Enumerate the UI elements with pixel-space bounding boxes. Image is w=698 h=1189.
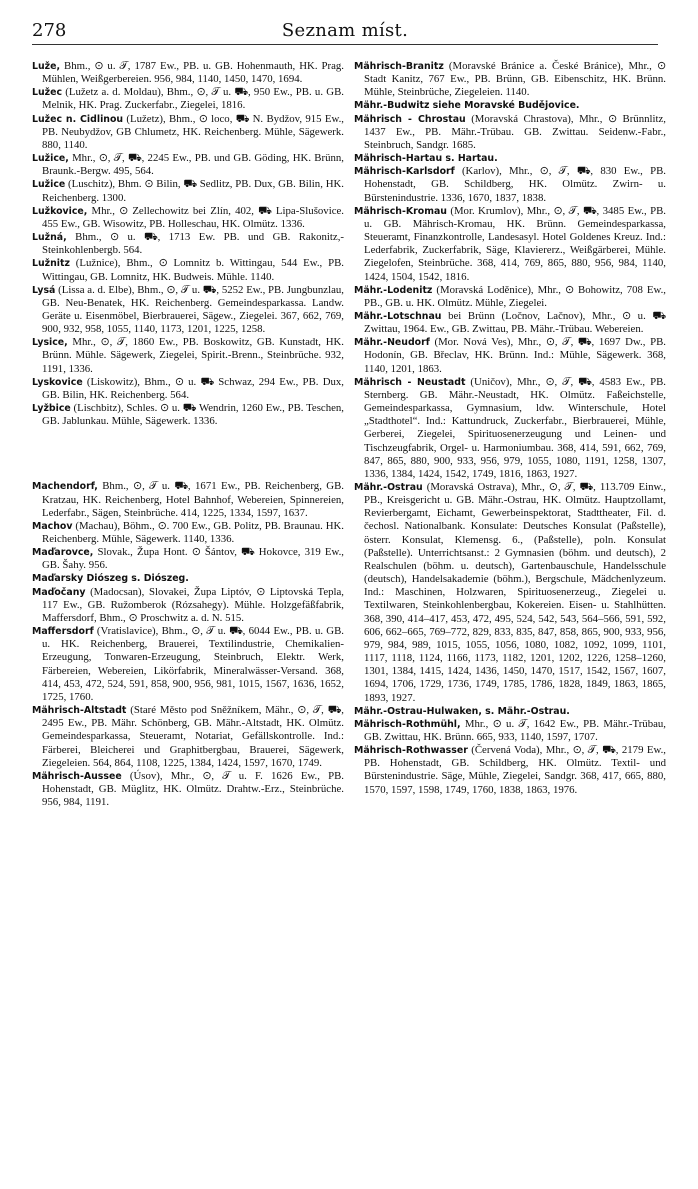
gazetteer-entry bbox=[32, 336, 344, 375]
place-name: Mährisch-Hartau s. Hartau. bbox=[354, 153, 498, 165]
place-name: Lužice bbox=[32, 179, 66, 191]
place-name: Mährisch-Rothwasser bbox=[354, 745, 468, 757]
gazetteer-entry bbox=[32, 704, 344, 770]
place-name: Mährisch-Aussee bbox=[32, 770, 122, 782]
place-name: Mähr.-Neudorf bbox=[354, 337, 430, 349]
gazetteer-entry bbox=[32, 231, 344, 257]
place-details: Bhm., ⊙ u. 𝒯, 1787 Ew., PB. u. GB. Hohenmauth, HK. Prag. Mühlen, Weißgerbereien. 956, 984, 1140, 1450, 1470, 1694. bbox=[42, 60, 344, 86]
gazetteer-entry bbox=[32, 770, 344, 809]
gazetteer-entry bbox=[32, 402, 344, 428]
place-name: Mährisch-Altstadt bbox=[32, 705, 127, 717]
gazetteer-entry bbox=[354, 310, 666, 336]
place-details: Mhr., ⊙ u. 𝒯, 1642 Ew., PB. Mähr.-Trübau, GB. Zwittau, HK. Brünn. 665, 933, 1140, 1597, 1707. bbox=[364, 717, 666, 743]
place-details: Mhr., ⊙ Zellechowitz bei Zlín, 402, ⛟ Lipa-Slušovice. 455 Ew., GB. Wisowitz, PB. Holleschau, HK. Olmütz. 1336. bbox=[42, 204, 344, 230]
page-number: 278 bbox=[32, 20, 67, 41]
gazetteer-entry bbox=[354, 284, 666, 310]
place-details: (Moravská Loděnice), Mhr., ⊙ Bohowitz, 708 Ew., PB., GB. u. HK. Olmütz. Mühle, Ziegelei. bbox=[364, 283, 666, 309]
right-column bbox=[354, 60, 666, 797]
gazetteer-entry bbox=[32, 625, 344, 704]
gazetteer-entry bbox=[32, 480, 344, 519]
gazetteer-entry bbox=[32, 572, 344, 585]
place-name: Lužec n. Cidlinou bbox=[32, 113, 124, 125]
place-name: Mähr.-Budwitz siehe Moravské Budějovice. bbox=[354, 100, 580, 112]
place-name: Machov bbox=[32, 520, 73, 532]
gazetteer-entry bbox=[354, 99, 666, 112]
gazetteer-entry bbox=[32, 205, 344, 231]
place-details: (Lužnice), Bhm., ⊙ Lomnitz b. Wittingau, 544 Ew., PB. Wittingau, GB. Lomnitz, HK. Budweis. Mühle. 1140. bbox=[42, 257, 344, 283]
left-column bbox=[32, 60, 344, 809]
gazetteer-entry bbox=[354, 152, 666, 165]
place-details: (Vratislavice), Bhm., ⊙, 𝒯 u. ⛟, 6044 Ew., PB. u. GB. u. HK. Reichenberg, Brauerei, Textilindustrie, Chemikalien-Erzeugung, Tonwaren-Erzeugung, Steinbruch, Elektr. Werk, Färbereien, Webereien, Likörfabrik, Mineralwässer-Versand. 368, 414, 453, 472, 524, 591, 858, 900, 956, 981, 1015, 1567, 1636, 1652, 1725, 1760. bbox=[42, 625, 344, 703]
gazetteer-entry bbox=[32, 586, 344, 625]
place-name: Mährisch-Kromau bbox=[354, 205, 447, 217]
place-details: (Červená Voda), Mhr., ⊙, 𝒯, ⛟, 2179 Ew., PB. Hohenstadt, GB. Schildberg, HK. Olmütz. Textil- und Bürstenindustrie. Säge, Mühle, Ziegelei, Sandgr. 368, 417, 665, 880, 1570, 1597, 1598, 1749, 1760, 1838, 1863, 1976. bbox=[364, 744, 666, 796]
place-name: Mährisch - Chrostau bbox=[354, 113, 466, 125]
place-name: Maďočany bbox=[32, 586, 86, 598]
section-gap bbox=[32, 428, 344, 480]
place-details: (Machau), Böhm., ⊙. 700 Ew., GB. Politz, PB. Braunau. HK. Reichenberg. Mühle, Sägewerk. 1140, 1336. bbox=[42, 519, 344, 545]
place-details: (Lužetz), Bhm., ⊙ loco, ⛟ N. Bydžov, 915 Ew., PB. Neubydžov, GB Chlumetz, HK. Reichenberg. Mühle, Sägewerk. 880, 1140. bbox=[42, 112, 344, 151]
gazetteer-entry bbox=[354, 113, 666, 152]
gazetteer-entry bbox=[32, 113, 344, 152]
gazetteer-entry bbox=[32, 520, 344, 546]
gazetteer-entry bbox=[354, 481, 666, 705]
gazetteer-entry bbox=[32, 178, 344, 204]
gazetteer-entry bbox=[354, 705, 666, 718]
place-name: Lysá bbox=[32, 284, 56, 296]
place-details: (Moravská Ostrava), Mhr., ⊙, 𝒯, ⛟, 113.709 Einw., PB., Kreisgericht u. GB. Mähr.-Ostrau, HK. Olmütz. Hauptzollamt, Revierbergamt, Eichamt, Gewerbeinspektorat, Stadttheater, Fil. d. čechosl. Nationalbank. Konsulate: Deutsches Konsulat (Paßstelle), österr. Konsulat, Klemensg. 6., (Paßstelle), poln. Konsulat (Paßstelle). Unterrichtsanst.: 2 Gymnasien (böhm. und deutsch), 2 Realschulen (böhm. u. deutsch), Gartenbauschule, Handelsschule (deutsch), Handelsakademie (böhm.), Bergschule, Mädchenlyzeum. Ind.: Maschinen, Holzwaren, Spirituosenerzeug., Ziegelei u. Textilwaren, Steinkohlenbergbau, Kokereien. Eisen- u. Stahlhütten. 368, 390, 414–417, 453, 472, 495, 524, 542, 543, 564–566, 591, 592, 606, 662–665, 769–772, 829, 833, 835, 847, 858, 865, 900, 933, 956, 979, 984, 989, 1015, 1055, 1056, 1080, 1082, 1092, 1099, 1101, 1117, 1118, 1124, 1166, 1173, 1182, 1201, 1202, 1226, 1258–1260, 1301, 1384, 1415, 1424, 1436, 1450, 1470, 1517, 1542, 1567, 1607, 1694, 1706, 1729, 1736, 1749, 1785, 1786, 1828, 1849, 1863, 1865, 1893, 1927. bbox=[364, 481, 666, 704]
place-name: Mähr.-Lodenitz bbox=[354, 284, 433, 296]
place-name: Lužkovice, bbox=[32, 205, 88, 217]
place-name: Lyskovice bbox=[32, 376, 83, 388]
gazetteer-entry bbox=[354, 744, 666, 797]
place-name: Machendorf, bbox=[32, 481, 98, 493]
place-name: Mährisch-Branitz bbox=[354, 61, 444, 72]
place-name: Lyžbice bbox=[32, 403, 71, 415]
place-details: (Lissa a. d. Elbe), Bhm., ⊙, 𝒯 u. ⛟, 5252 Ew., PB. Jungbunzlau, GB. Neu-Benatek, HK. Reichenberg. Gemeindesparkassa. Landw. Geräte u. Eisenmöbel, Bierbrauerei, Sägew., Ziegelei. 367, 662, 769, 900, 932, 958, 1055, 1140, 1173, 1201, 1225, 1258. bbox=[42, 283, 344, 336]
place-details: (Liskowitz), Bhm., ⊙ u. ⛟ Schwaz, 294 Ew., PB. Dux, GB. Bilin, HK. Reichenberg. 564. bbox=[42, 375, 344, 401]
place-name: Mährisch-Rothmühl, bbox=[354, 718, 461, 730]
place-details: Mhr., ⊙, 𝒯, 1860 Ew., PB. Boskowitz, GB. Kunstadt, HK. Brünn. Mühle. Sägewerk, Ziegelei, Spirit.-Brenn., Steinbrüche. 932, 1191, 1336. bbox=[42, 336, 344, 375]
place-details: (Moravská Chrastova), Mhr., ⊙ Brünnlitz, 1437 Ew., PB. Mähr.-Trübau. GB. Zwittau. Seidenw.-Fabr., Steinbruch, Sandgr. 1685. bbox=[364, 112, 666, 151]
place-name: Luže, bbox=[32, 61, 61, 72]
place-details: (Lužetz a. d. Moldau), Bhm., ⊙, 𝒯 u. ⛟, 950 Ew., PB. u. GB. Melnik, HK. Prag. Zuckerfabr., Ziegelei, 1816. bbox=[42, 86, 344, 112]
place-details: (Luschitz), Bhm. ⊙ Bilin, ⛟ Sedlitz, PB. Dux, GB. Bilin, HK. Reichenberg. 1300. bbox=[42, 178, 344, 204]
place-name: Maďarovce, bbox=[32, 547, 94, 559]
gazetteer-entry bbox=[32, 284, 344, 337]
place-details: (Lischbitz), Schles. ⊙ u. ⛟ Wendrin, 1260 Ew., PB. Teschen, GB. Jablunkau. Mühle, Sägewerk. 1336. bbox=[42, 402, 344, 428]
gazetteer-entry bbox=[354, 336, 666, 375]
gazetteer-entry bbox=[32, 86, 344, 112]
place-details: bei Brünn (Ločnov, Lačnov), Mhr., ⊙ u. ⛟ Zwittau, 1964. Ew., GB. Zwittau, PB. Mähr.-Trübau. Webereien. bbox=[364, 309, 666, 336]
place-details: (Úsov), Mhr., ⊙, 𝒯 u. F. 1626 Ew., PB. Hohenstadt, GB. Müglitz, HK. Olmütz. Drahtw.-Erz., Steinbrüche. 956, 984, 1191. bbox=[42, 769, 344, 809]
place-name: Mährisch-Karlsdorf bbox=[354, 166, 455, 178]
place-name: Mähr.-Ostrau-Hulwaken, s. Mähr.-Ostrau. bbox=[354, 705, 570, 717]
place-details: Slovak., Župa Hont. ⊙ Šántov, ⛟ Hokovce, 319 Ew., GB. Šahy. 956. bbox=[42, 546, 344, 572]
place-details: Mhr., ⊙, 𝒯, ⛟, 2245 Ew., PB. und GB. Göding, HK. Brünn, Braunk.-Bergw. 495, 564. bbox=[42, 152, 344, 178]
gazetteer-entry bbox=[354, 718, 666, 744]
place-details: (Karlov), Mhr., ⊙, 𝒯, ⛟, 830 Ew., PB. Hohenstadt, GB. Schildberg, HK. Olmütz. Zwirn- u. Bürstenindustrie. 1336, 1670, 1837, 1838. bbox=[364, 165, 666, 204]
gazetteer-entry bbox=[32, 376, 344, 402]
place-name: Lysice, bbox=[32, 337, 68, 349]
gazetteer-entry bbox=[354, 165, 666, 204]
gazetteer-entry bbox=[32, 152, 344, 178]
gazetteer-entry bbox=[32, 546, 344, 572]
place-name: Lužná, bbox=[32, 232, 67, 244]
place-name: Lužice, bbox=[32, 153, 69, 165]
place-name: Lužec bbox=[32, 87, 63, 99]
place-details: (Mor. Krumlov), Mhr., ⊙, 𝒯, ⛟, 3485 Ew., PB. u. GB. Mährisch-Kromau, HK. Brünn. Gemeindesparkassa, Steueramt, Finanzkontrolle, Landesasyl. Hotel Goldenes Kreuz. Ind.: Lederfabrik, Zuckerfabrik, Säge, Klaviererz., Weißgärberei, Mühle. Ziegelofen, Steinbrüche. 368, 414, 769, 865, 880, 956, 984, 1140, 1424, 1504, 1542, 1816. bbox=[364, 204, 666, 283]
place-name: Mähr.-Lotschnau bbox=[354, 310, 442, 322]
gazetteer-entry bbox=[354, 205, 666, 284]
place-details: (Madocsan), Slovakei, Župa Liptóv, ⊙ Liptovská Tepla, 117 Ew., GB. Ružomberok (Rózsahegy). Mühle. Holzgefäßfabrik, Maffersdorf, Bhm., ⊙ Proschwitz a. d. N. 515. bbox=[42, 585, 344, 624]
place-name: Maďarsky Diószeg s. Diószeg. bbox=[32, 573, 189, 585]
place-details: Bhm., ⊙ u. ⛟, 1713 Ew. PB. und GB. Rakonitz,-Steinkohlenbergb. 564. bbox=[42, 231, 344, 257]
place-details: (Mor. Nová Ves), Mhr., ⊙, 𝒯, ⛟, 1697 Dw., PB. Hodonín, GB. Břeclav, HK. Brünn. Ind.: Mühle, Sägewerk. 368, 1140, 1201, 1863. bbox=[364, 336, 666, 375]
place-details: (Moravské Bránice a. České Bránice), Mhr., ⊙ Stadt Kanitz, 767 Ew., PB. Brünn, GB. Eibenschitz, HK. Brünn. Mühle, Steinbrüche, Ziegeleien. 1140. bbox=[364, 60, 666, 99]
place-details: Bhm., ⊙, 𝒯 u. ⛟, 1671 Ew., PB. Reichenberg, GB. Kratzau, HK. Reichenberg, Hotel Bahnhof, Webereien, Spinnereien, Lederfabr., Sägen, Steinbrüche. 414, 1225, 1334, 1597, 1637. bbox=[42, 480, 344, 519]
place-details: (Uničov), Mhr., ⊙, 𝒯, ⛟, 4583 Ew., PB. Sternberg. GB. Mähr.-Neustadt, HK. Olmütz. Faßeichstelle, Gemeindesparkassa, Gymnasium, ldw. Winterschule, Hotel „Stadthotel“. Ind.: Kattundruck, Zuckerfabr., Bierbrauerei, Mühle, Gerberei, Ziegelei, Spirituosenerzeugung und Leinen- und Tischzeugfabrik, Orgel- u. Harmoniumbau. 368, 414, 591, 662, 769, 847, 865, 880, 900, 933, 956, 979, 1055, 1080, 1191, 1258, 1307, 1336, 1384, 1424, 1542, 1749, 1816, 1863, 1927. bbox=[364, 375, 666, 480]
place-name: Mähr.-Ostrau bbox=[354, 482, 423, 493]
gazetteer-entry bbox=[354, 376, 666, 481]
gazetteer-entry bbox=[32, 60, 344, 86]
gazetteer-entry bbox=[32, 257, 344, 283]
page-title: Seznam míst. bbox=[281, 20, 409, 41]
place-name: Maffersdorf bbox=[32, 626, 94, 638]
gazetteer-entry bbox=[354, 60, 666, 99]
place-name: Mährisch - Neustadt bbox=[354, 376, 466, 388]
place-details: (Staré Město pod Sněžníkem, Mähr., ⊙, 𝒯, ⛟, 2495 Ew., PB. Mähr. Schönberg, GB. Mähr.-Altstadt, HK. Olmütz. Gemeindesparkassa, Steueramt, Notariat, Gefällskontrolle. Ind.: Färberei, Bleicherei und Graphitbergbau, Brauerei, Sägewerk, Ziegeleien. 564, 864, 1108, 1225, 1384, 1424, 1597, 1670, 1749. bbox=[42, 704, 344, 769]
place-name: Lužnitz bbox=[32, 258, 70, 270]
page-header bbox=[32, 14, 658, 45]
